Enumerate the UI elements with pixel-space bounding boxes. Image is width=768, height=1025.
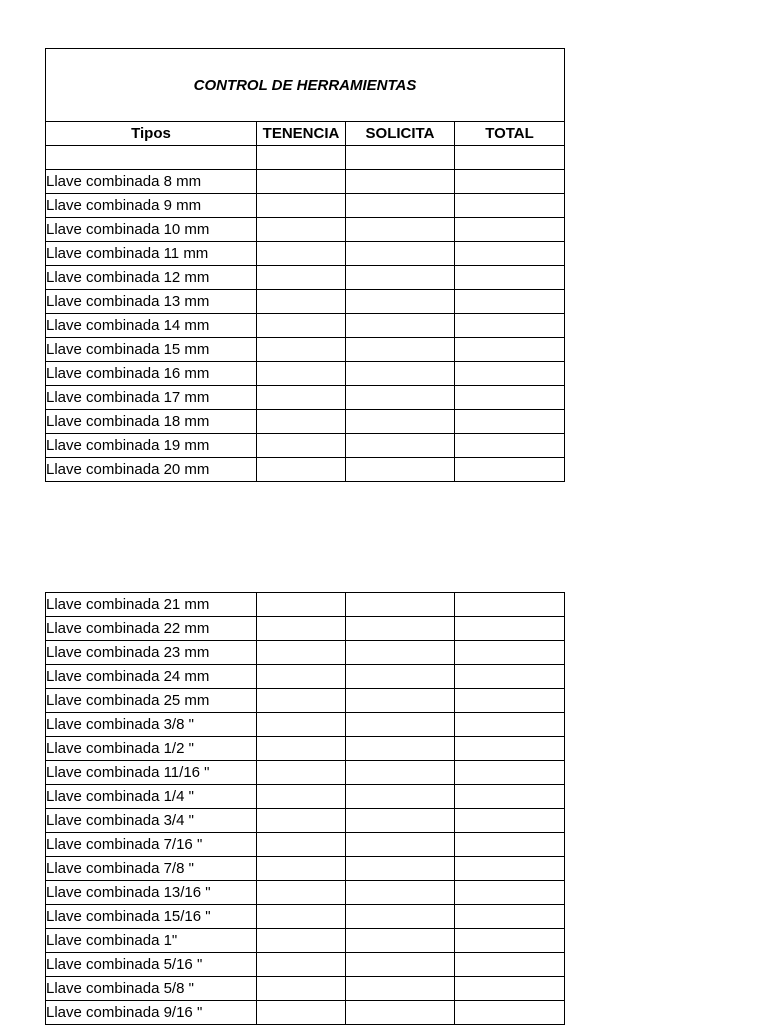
title-row <box>46 49 565 122</box>
table-row <box>46 665 565 689</box>
tenencia-cell[interactable] <box>257 713 346 737</box>
table-row <box>46 242 565 266</box>
tenencia-cell[interactable] <box>257 977 346 1001</box>
total-cell[interactable] <box>455 170 565 194</box>
tipo-cell: Llave combinada 20 mm <box>46 458 257 482</box>
tenencia-cell[interactable] <box>257 617 346 641</box>
solicita-cell[interactable] <box>346 881 455 905</box>
tipo-cell: Llave combinada 21 mm <box>46 593 257 617</box>
table-row <box>46 881 565 905</box>
solicita-cell[interactable] <box>346 458 455 482</box>
tenencia-cell[interactable] <box>257 314 346 338</box>
tenencia-cell[interactable] <box>257 146 346 170</box>
tenencia-cell[interactable] <box>257 170 346 194</box>
solicita-cell[interactable] <box>346 833 455 857</box>
tipo-cell: Llave combinada 13 mm <box>46 290 257 314</box>
total-cell[interactable] <box>455 1001 565 1025</box>
tipo-cell: Llave combinada 11/16 " <box>46 761 257 785</box>
header-tipos: Tipos <box>46 122 257 146</box>
table-row <box>46 689 565 713</box>
tipo-cell: Llave combinada 25 mm <box>46 689 257 713</box>
tipo-cell: Llave combinada 16 mm <box>46 362 257 386</box>
table-row <box>46 641 565 665</box>
total-cell[interactable] <box>455 593 565 617</box>
solicita-cell[interactable] <box>346 410 455 434</box>
tenencia-cell[interactable] <box>257 410 346 434</box>
table-row <box>46 290 565 314</box>
solicita-cell[interactable] <box>346 641 455 665</box>
table-row <box>46 593 565 617</box>
total-cell[interactable] <box>455 785 565 809</box>
tenencia-cell[interactable] <box>257 218 346 242</box>
total-cell[interactable] <box>455 809 565 833</box>
total-cell[interactable] <box>455 665 565 689</box>
table-row <box>46 362 565 386</box>
tipo-cell: Llave combinada 17 mm <box>46 386 257 410</box>
tenencia-cell[interactable] <box>257 194 346 218</box>
table-row <box>46 833 565 857</box>
tenencia-cell[interactable] <box>257 929 346 953</box>
tenencia-cell[interactable] <box>257 290 346 314</box>
solicita-cell[interactable] <box>346 1001 455 1025</box>
total-cell[interactable] <box>455 266 565 290</box>
table-row <box>46 386 565 410</box>
total-cell[interactable] <box>455 881 565 905</box>
solicita-cell[interactable] <box>346 362 455 386</box>
tenencia-cell[interactable] <box>257 593 346 617</box>
table-row <box>46 146 565 170</box>
tipo-cell: Llave combinada 8 mm <box>46 170 257 194</box>
solicita-cell[interactable] <box>346 434 455 458</box>
tipo-cell: Llave combinada 13/16 " <box>46 881 257 905</box>
tipo-cell <box>46 146 257 170</box>
solicita-cell[interactable] <box>346 737 455 761</box>
table-row <box>46 977 565 1001</box>
total-cell[interactable] <box>455 953 565 977</box>
solicita-cell[interactable] <box>346 617 455 641</box>
tipo-cell: Llave combinada 15/16 " <box>46 905 257 929</box>
solicita-cell[interactable] <box>346 785 455 809</box>
table-row <box>46 194 565 218</box>
total-cell[interactable] <box>455 314 565 338</box>
tenencia-cell[interactable] <box>257 665 346 689</box>
solicita-cell[interactable] <box>346 977 455 1001</box>
total-cell[interactable] <box>455 761 565 785</box>
tipo-cell: Llave combinada 5/8 " <box>46 977 257 1001</box>
tenencia-cell[interactable] <box>257 857 346 881</box>
header-solicita: SOLICITA <box>346 122 455 146</box>
solicita-cell[interactable] <box>346 929 455 953</box>
total-cell[interactable] <box>455 905 565 929</box>
total-cell[interactable] <box>455 218 565 242</box>
header-total: TOTAL <box>455 122 565 146</box>
solicita-cell[interactable] <box>346 266 455 290</box>
total-cell[interactable] <box>455 338 565 362</box>
tipo-cell: Llave combinada 18 mm <box>46 410 257 434</box>
total-cell[interactable] <box>455 362 565 386</box>
tenencia-cell[interactable] <box>257 881 346 905</box>
tenencia-cell[interactable] <box>257 905 346 929</box>
tipo-cell: Llave combinada 12 mm <box>46 266 257 290</box>
tipo-cell: Llave combinada 9 mm <box>46 194 257 218</box>
sheet-title: CONTROL DE HERRAMIENTAS <box>46 49 565 122</box>
tipo-cell: Llave combinada 5/16 " <box>46 953 257 977</box>
table-row <box>46 761 565 785</box>
header-tenencia: TENENCIA <box>257 122 346 146</box>
total-cell[interactable] <box>455 194 565 218</box>
tipo-cell: Llave combinada 14 mm <box>46 314 257 338</box>
total-cell[interactable] <box>455 833 565 857</box>
table-row <box>46 266 565 290</box>
table-row <box>46 410 565 434</box>
solicita-cell[interactable] <box>346 665 455 689</box>
solicita-cell[interactable] <box>346 170 455 194</box>
table-row <box>46 218 565 242</box>
table-row <box>46 458 565 482</box>
solicita-cell[interactable] <box>346 809 455 833</box>
tenencia-cell[interactable] <box>257 761 346 785</box>
tenencia-cell[interactable] <box>257 338 346 362</box>
tipo-cell: Llave combinada 19 mm <box>46 434 257 458</box>
solicita-cell[interactable] <box>346 218 455 242</box>
tenencia-cell[interactable] <box>257 434 346 458</box>
solicita-cell[interactable] <box>346 386 455 410</box>
total-cell[interactable] <box>455 434 565 458</box>
tool-control-table-bottom <box>45 592 565 1025</box>
solicita-cell[interactable] <box>346 905 455 929</box>
tipo-cell: Llave combinada 3/8 " <box>46 713 257 737</box>
tenencia-cell[interactable] <box>257 458 346 482</box>
table-row <box>46 170 565 194</box>
table-row <box>46 905 565 929</box>
tenencia-cell[interactable] <box>257 833 346 857</box>
table-row <box>46 617 565 641</box>
total-cell[interactable] <box>455 713 565 737</box>
tenencia-cell[interactable] <box>257 689 346 713</box>
tenencia-cell[interactable] <box>257 809 346 833</box>
tipo-cell: Llave combinada 7/16 " <box>46 833 257 857</box>
tipo-cell: Llave combinada 7/8 " <box>46 857 257 881</box>
tenencia-cell[interactable] <box>257 641 346 665</box>
table-row <box>46 314 565 338</box>
tipo-cell: Llave combinada 1" <box>46 929 257 953</box>
table-row <box>46 929 565 953</box>
solicita-cell[interactable] <box>346 857 455 881</box>
total-cell[interactable] <box>455 410 565 434</box>
total-cell[interactable] <box>455 689 565 713</box>
solicita-cell[interactable] <box>346 761 455 785</box>
solicita-cell[interactable] <box>346 338 455 362</box>
solicita-cell[interactable] <box>346 242 455 266</box>
table-row <box>46 809 565 833</box>
solicita-cell[interactable] <box>346 290 455 314</box>
total-cell[interactable] <box>455 242 565 266</box>
tenencia-cell[interactable] <box>257 1001 346 1025</box>
solicita-cell[interactable] <box>346 593 455 617</box>
tenencia-cell[interactable] <box>257 362 346 386</box>
solicita-cell[interactable] <box>346 194 455 218</box>
total-cell[interactable] <box>455 290 565 314</box>
solicita-cell[interactable] <box>346 146 455 170</box>
solicita-cell[interactable] <box>346 314 455 338</box>
tenencia-cell[interactable] <box>257 953 346 977</box>
tipo-cell: Llave combinada 15 mm <box>46 338 257 362</box>
tipo-cell: Llave combinada 1/2 " <box>46 737 257 761</box>
tipo-cell: Llave combinada 11 mm <box>46 242 257 266</box>
total-cell[interactable] <box>455 641 565 665</box>
table-row <box>46 953 565 977</box>
total-cell[interactable] <box>455 386 565 410</box>
table-row <box>46 857 565 881</box>
tenencia-cell[interactable] <box>257 785 346 809</box>
tipo-cell: Llave combinada 9/16 " <box>46 1001 257 1025</box>
solicita-cell[interactable] <box>346 689 455 713</box>
total-cell[interactable] <box>455 857 565 881</box>
tipo-cell: Llave combinada 22 mm <box>46 617 257 641</box>
table-row <box>46 713 565 737</box>
tipo-cell: Llave combinada 23 mm <box>46 641 257 665</box>
total-cell[interactable] <box>455 146 565 170</box>
tool-control-table-top <box>45 48 565 482</box>
tenencia-cell[interactable] <box>257 266 346 290</box>
header-row <box>46 122 565 146</box>
solicita-cell[interactable] <box>346 953 455 977</box>
table-row <box>46 785 565 809</box>
tenencia-cell[interactable] <box>257 386 346 410</box>
total-cell[interactable] <box>455 929 565 953</box>
table-row <box>46 737 565 761</box>
tenencia-cell[interactable] <box>257 242 346 266</box>
total-cell[interactable] <box>455 737 565 761</box>
total-cell[interactable] <box>455 458 565 482</box>
total-cell[interactable] <box>455 977 565 1001</box>
tipo-cell: Llave combinada 24 mm <box>46 665 257 689</box>
total-cell[interactable] <box>455 617 565 641</box>
tenencia-cell[interactable] <box>257 737 346 761</box>
table-row <box>46 1001 565 1025</box>
solicita-cell[interactable] <box>346 713 455 737</box>
table-row <box>46 434 565 458</box>
tipo-cell: Llave combinada 10 mm <box>46 218 257 242</box>
tipo-cell: Llave combinada 1/4 " <box>46 785 257 809</box>
table-row <box>46 338 565 362</box>
tipo-cell: Llave combinada 3/4 " <box>46 809 257 833</box>
